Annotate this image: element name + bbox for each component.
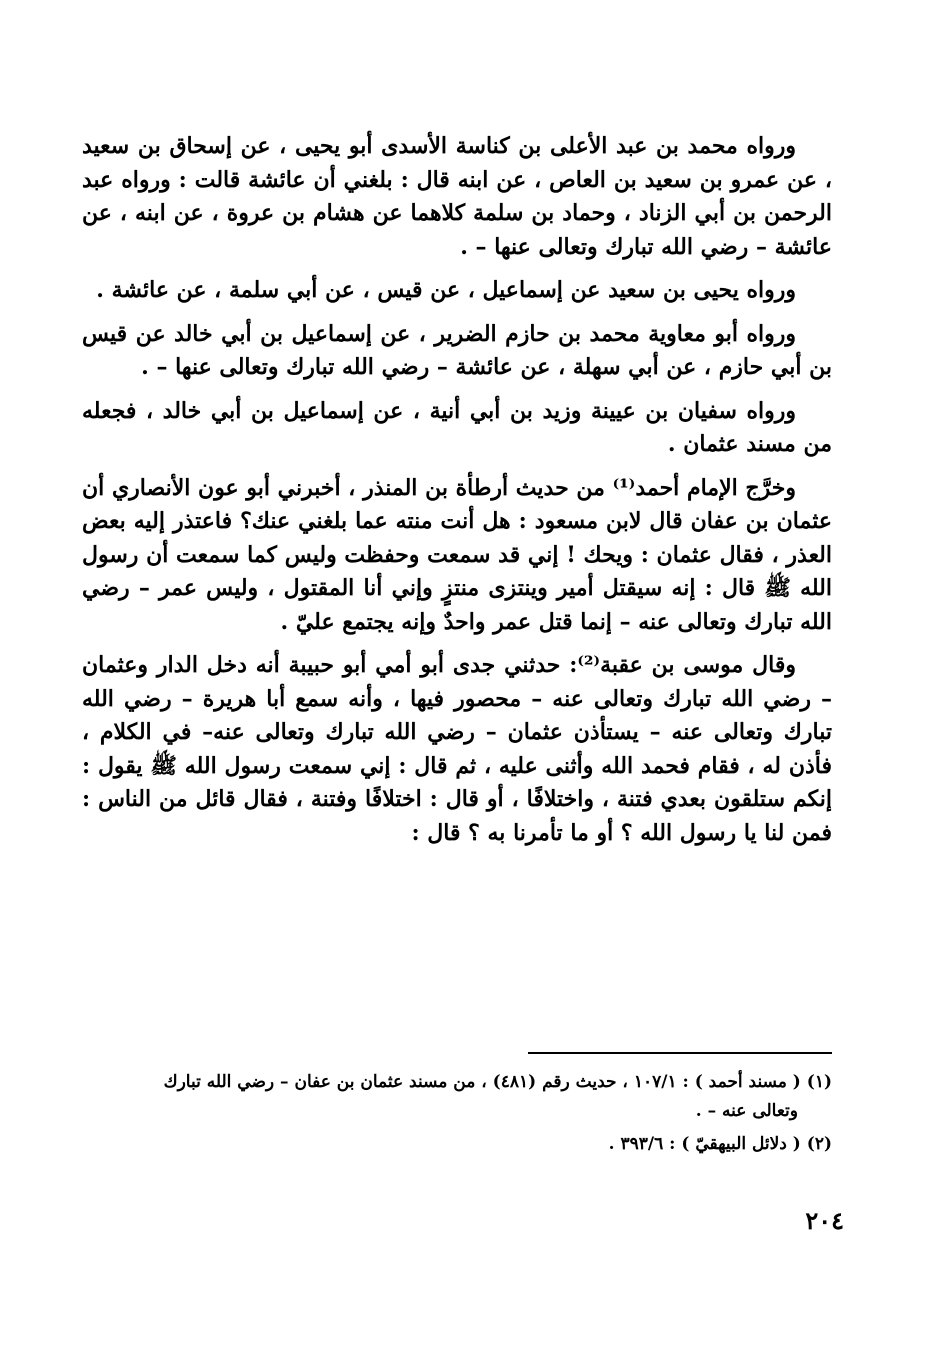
footnote-continuation: وتعالى عنه – .: [695, 1101, 798, 1121]
footnote-text: ( مسند أحمد ) : ١٠٧/١ ، حديث رقم (٤٨١) ، من مسند عثمان بن عفان – رضي الله تبارك: [163, 1072, 801, 1092]
footnote-1: [82, 1068, 832, 1126]
footnote-separator: [528, 1052, 832, 1054]
footnote-text: ( دلائل البيهقيّ ) : ٣٩٣/٦ .: [608, 1134, 801, 1154]
footnote-marker: (١): [806, 1072, 832, 1092]
footnote-marker: (٢): [806, 1134, 832, 1154]
main-text: [82, 130, 832, 860]
footnotes: [82, 1068, 832, 1163]
paragraph-1: ورواه محمد بن عبد الأعلى بن كناسة الأسدى أبو يحيى ، عن إسحاق بن سعيد ، عن عمرو بن سعيد بن العاص ، عن ابنه قال : بلغني أن عائشة قالت : ورواه عبد الرحمن بن أبي الزناد ، وحماد بن سلمة كلاهما عن هشام بن عروة ، عن ابنه ، عن عائشة – رضي الله تبارك وتعالى عنها – .: [82, 133, 832, 260]
paragraph-2: ورواه يحيى بن سعيد عن إسماعيل ، عن قيس ، عن أبي سلمة ، عن عائشة .: [96, 277, 796, 303]
page-number: ٢٠٤: [805, 1206, 844, 1235]
paragraph-3: ورواه أبو معاوية محمد بن حازم الضرير ، عن إسماعيل بن أبي خالد عن قيس بن أبي حازم ، عن أبي سهلة ، عن عائشة – رضي الله تبارك وتعالى عنها – .: [82, 320, 832, 380]
footnote-2: [82, 1130, 832, 1159]
paragraph-5: وخرَّج الإمام أحمد⁽¹⁾ من حديث أرطأة بن المنذر ، أخبرني أبو عون الأنصاري أن عثمان بن عفان قال لابن مسعود : هل أنت منته عما بلغني عنك؟ فاعتذر إليه بعض العذر ، فقال عثمان : ويحك ! إني قد سمعت وحفظت وليس كما سمعت أن رسول الله ﷺ قال : إنه سيقتل أمير وينتزى منتزٍ وإني أنا المقتول ، وليس عمر – رضي الله تبارك وتعالى عنه – إنما قتل عمر واحدٌ وإنه يجتمع عليّ .: [82, 474, 832, 635]
paragraph-4: ورواه سفيان بن عيينة وزيد بن أبي أنية ، عن إسماعيل بن أبي خالد ، فجعله من مسند عثمان .: [82, 397, 832, 457]
paragraph-6: وقال موسى بن عقبة⁽²⁾: حدثني جدى أبو أمي أبو حبيبة أنه دخل الدار وعثمان – رضي الله تبارك وتعالى عنه – محصور فيها ، وأنه سمع أبا هريرة – رضي الله تبارك وتعالى عنه – يستأذن عثمان – رضي الله تبارك وتعالى عنه– في الكلام ، فأذن له ، فقام فحمد الله وأثنى عليه ، ثم قال : إني سمعت رسول الله ﷺ يقول : إنكم ستلقون بعدي فتنة ، واختلافًا ، أو قال : اختلافًا وفتنة ، فقال قائل من الناس : فمن لنا يا رسول الله ؟ أو ما تأمرنا به ؟ قال :: [82, 652, 832, 846]
